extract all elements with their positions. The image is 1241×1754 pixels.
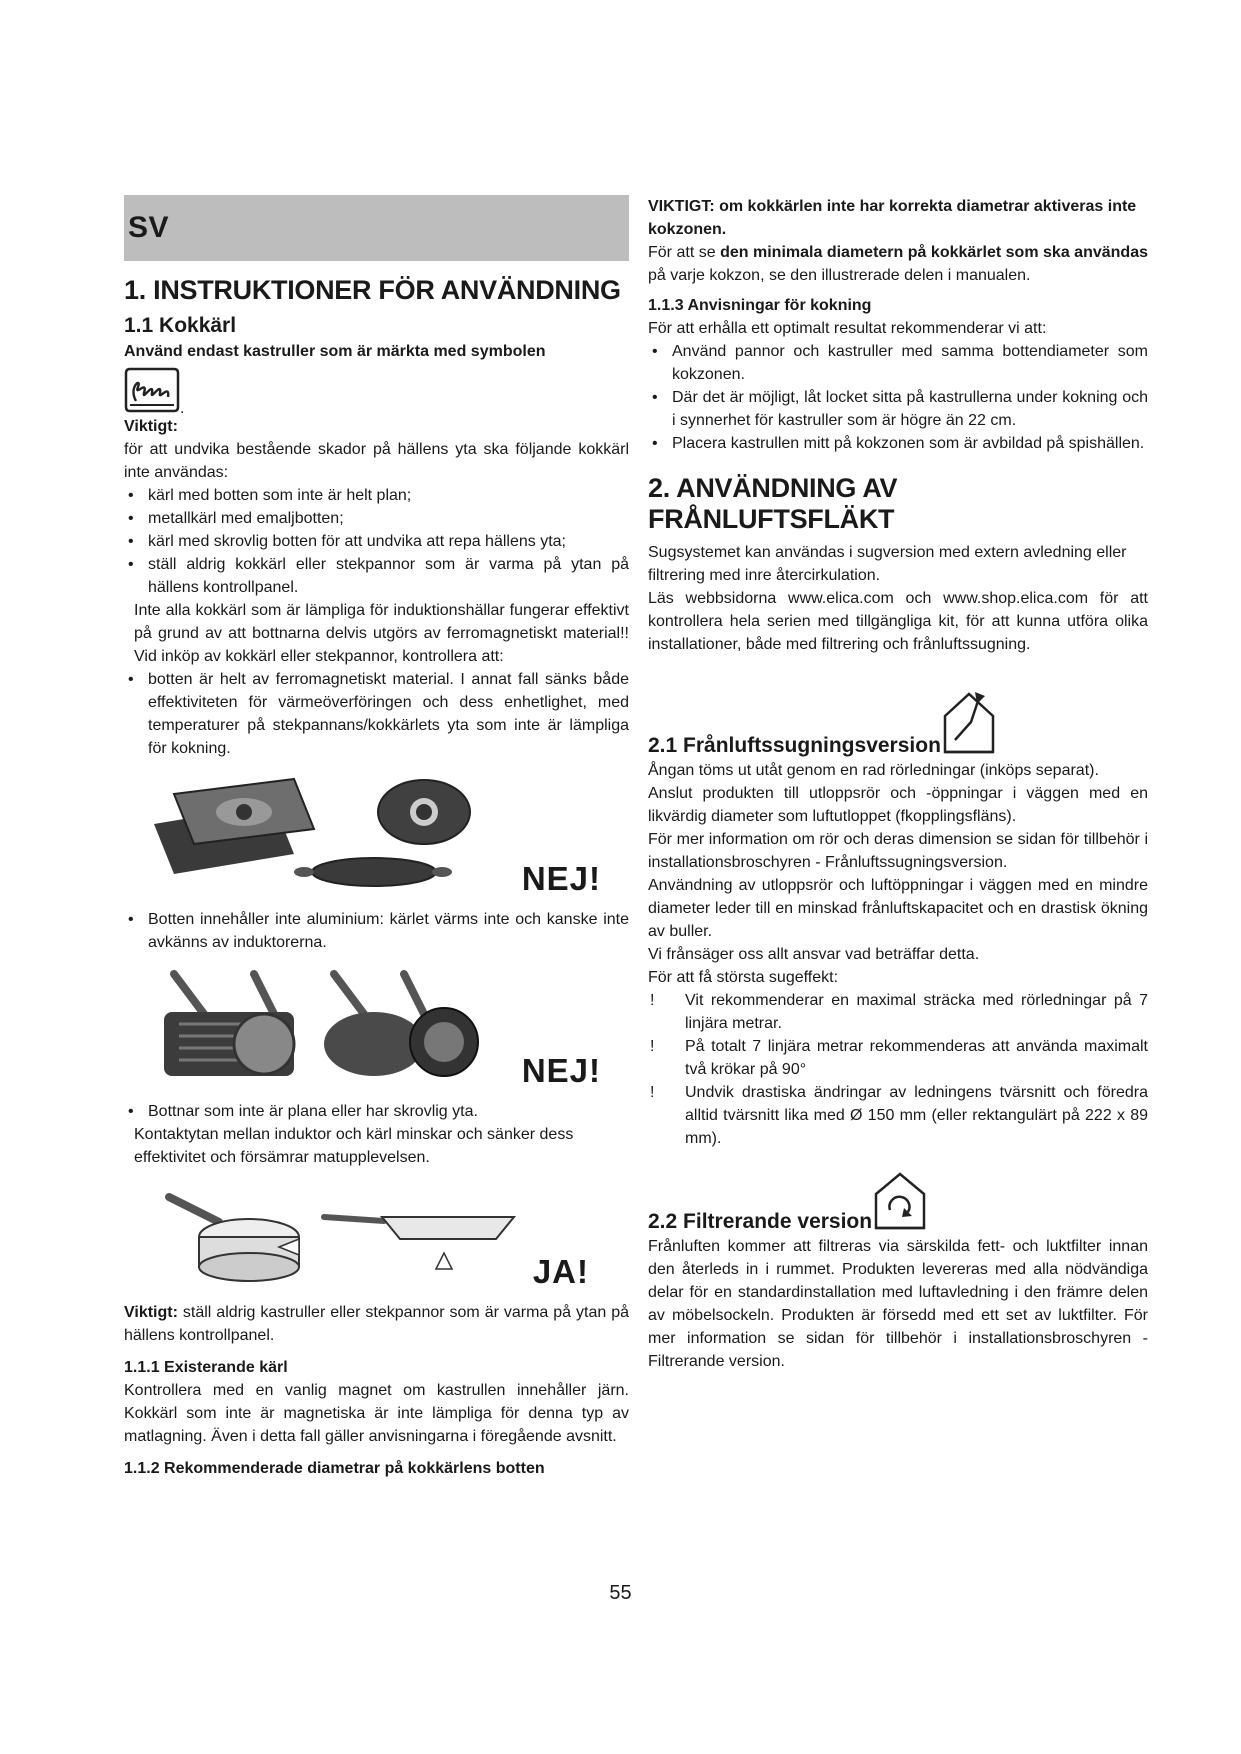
list-item: • kärl med skrovlig botten för att undvika att repa hällens yta; bbox=[124, 530, 629, 553]
filter-heading-row bbox=[648, 1170, 1148, 1235]
contact-note: Kontaktytan mellan induktor och kärl minskar och sänker dess effektivitet och försämrar matupplevelsen. bbox=[134, 1126, 574, 1166]
induction-symbol-row bbox=[124, 367, 629, 417]
min-diameter-note bbox=[648, 241, 1148, 287]
language-bar bbox=[124, 195, 629, 261]
list-item: ! Undvik drastiska ändringar av ledningens tvärsnitt och föredra alltid tvärsnitt lika med Ø 150 mm (eller rektangulärt på 222 x 89 mm). bbox=[648, 1081, 1148, 1150]
induction-note: Inte alla kokkärl som är lämpliga för induktionshällar fungerar effektivt på grund av att bottnarna delvis utgörs av ferromagnetiskt material!! Vid inköp av kokkärl eller stekpannor, kontrollera att: bbox=[134, 602, 629, 665]
exhaust-p5: Vi frånsäger oss allt ansvar vad beträffar detta. bbox=[648, 946, 980, 963]
list-item: • Bottnar som inte är plana eller har skrovlig yta. bbox=[124, 1100, 629, 1123]
aluminium-list bbox=[124, 908, 629, 954]
exhaust-p3: För mer information om rör och deras dimension se sidan för tillbehör i installationsbroschyren - Frånluftssugningsversion. bbox=[648, 831, 1148, 871]
symbol-intro-suffix: . bbox=[180, 400, 185, 417]
list-item: • kärl med botten som inte är helt plan; bbox=[124, 484, 629, 507]
section-2-2-heading: 2.2 Filtrerande version bbox=[648, 1210, 873, 1233]
verdict-no-1: NEJ! bbox=[521, 860, 601, 897]
list-item: • botten är helt av ferromagnetiskt material. I annat fall sänks både effektiviteten för värmeöverföringen och dess enhetlighet, med temperaturer på stekpannans/kokkärlets yta som inte är lämpliga för kokning. bbox=[124, 668, 629, 760]
diameter-warning: VIKTIGT: om kokkärlen inte har korrekta diametrar aktiveras inte kokzonen. bbox=[648, 198, 1137, 238]
section-2-heading: 2. ANVÄNDNING AV FRÅNLUFTSFLÄKT bbox=[648, 473, 898, 534]
important2-text: ställ aldrig kastruller eller stekpannor som är varma på ytan på hällens kontrollpanel. bbox=[124, 1304, 629, 1344]
flat-list bbox=[124, 1100, 629, 1123]
symbol-intro bbox=[124, 340, 629, 363]
list-item: ! Vit rekommenderar en maximal sträcka med rörledningar på 7 linjära metrar. bbox=[648, 989, 1148, 1035]
list-item: • Där det är möjligt, låt locket sitta på kastrullerna under kokning och i synnerhet för kastruller som är högre än 22 cm. bbox=[648, 386, 1148, 432]
min-diameter-post: på varje kokzon, se den illustrerade delen i manualen. bbox=[648, 267, 1031, 284]
exhaust-p4: Användning av utloppsrör och luftöppningar i väggen med en mindre diameter leder till en minskad frånluftskapacitet och en drastisk ökning av buller. bbox=[648, 877, 1148, 940]
exhaust-heading-row bbox=[648, 682, 1148, 759]
cookware-figure-griddle-paella bbox=[124, 774, 629, 902]
exhaust-p6: För att få största sugeffekt: bbox=[648, 969, 839, 986]
page-number: 55 bbox=[609, 1582, 632, 1604]
section-1-heading: 1. INSTRUKTIONER FÖR ANVÄNDNING bbox=[124, 275, 621, 305]
section-1-1-heading: 1.1 Kokkärl bbox=[124, 314, 237, 337]
min-diameter-bold: den minimala diametern på kokkärlet som ska användas bbox=[720, 244, 1148, 261]
usage-p2: Läs webbsidorna www.elica.com och www.shop.elica.com för att kontrollera hela serien med tillgängliga kit, för att kunna utföra olika installationer, både med filtrering och frånluftssugning. bbox=[648, 590, 1148, 653]
list-item: • Använd pannor och kastruller med samma bottendiameter som kokzonen. bbox=[648, 340, 1148, 386]
exhaust-p2: Anslut produkten till utloppsrör och -öppningar i väggen med en likvärdig diameter som luftutloppet (fkopplingsfläns). bbox=[648, 785, 1148, 825]
important2 bbox=[124, 1301, 629, 1347]
flat-pans-illustration bbox=[124, 1177, 544, 1295]
list-item: • Botten innehåller inte aluminium: kärlet värms inte och kanske inte avkänns av induktorerna. bbox=[124, 908, 629, 954]
filter-text: Frånluften kommer att filtreras via särskilda fett- och luktfilter innan den återleds in i rummet. Produkten levereras med alla nödvändiga delar för en standardinstallation med luftavledning i den främre delen av möbelsockeln. Produkten är försedd med ett set av luktfilter. För mer information se sidan för tillbehör i installationsbroschyren - Filtrerande version. bbox=[648, 1238, 1148, 1370]
recirculation-house-icon bbox=[872, 1170, 928, 1235]
language-tag: SV bbox=[128, 211, 170, 244]
griddle-paella-illustration bbox=[124, 774, 544, 902]
tips-intro: För att erhålla ett optimalt resultat rekommenderar vi att: bbox=[648, 320, 1047, 337]
important2-label: Viktigt: bbox=[124, 1304, 178, 1321]
list-item: • metallkärl med emaljbotten; bbox=[124, 507, 629, 530]
avoid-list bbox=[124, 484, 629, 599]
verdict-yes: JA! bbox=[532, 1253, 589, 1290]
section-2-1-heading: 2.1 Frånluftssugningsversion bbox=[648, 734, 941, 757]
symbol-intro-text: Använd endast kastruller som är märkta med symbolen bbox=[124, 343, 546, 360]
section-1-1-1-heading: 1.1.1 Existerande kärl bbox=[124, 1359, 288, 1376]
exhaust-p1: Ångan töms ut utåt genom en rad rörledningar (inköps separat). bbox=[648, 762, 1099, 779]
min-diameter-pre: För att se bbox=[648, 244, 716, 261]
exhaust-house-icon bbox=[941, 682, 997, 759]
grill-pans-illustration bbox=[124, 964, 544, 1094]
existing-text: Kontrollera med en vanlig magnet om kastrullen innehåller järn. Kokkärl som inte är magnetiska är inte lämpliga för denna typ av matlagning. Även i detta fall gäller anvisningarna i föregående avsnitt. bbox=[124, 1382, 629, 1445]
cookware-figure-flat-pans bbox=[124, 1177, 629, 1295]
induction-coil-icon bbox=[124, 367, 180, 418]
check-list bbox=[124, 668, 629, 760]
list-item: • ställ aldrig kokkärl eller stekpannor som är varma på ytan på hällens kontrollpanel. bbox=[124, 553, 629, 599]
right-column bbox=[648, 195, 1148, 1373]
tips-list bbox=[648, 340, 1148, 455]
usage-p1: Sugsystemet kan användas i sugversion med extern avledning eller filtrering med inre återcirkulation. bbox=[648, 544, 1127, 584]
left-column bbox=[124, 195, 629, 1480]
section-1-1-2-heading: 1.1.2 Rekommenderade diametrar på kokkärlens botten bbox=[124, 1460, 545, 1477]
exhaust-list bbox=[648, 989, 1148, 1150]
section-1-1-3-heading: 1.1.3 Anvisningar för kokning bbox=[648, 297, 872, 314]
verdict-no-2: NEJ! bbox=[521, 1052, 601, 1089]
cookware-figure-grill-pans bbox=[124, 964, 629, 1094]
important-text: för att undvika bestående skador på hällens yta ska följande kokkärl inte användas: bbox=[124, 441, 629, 481]
list-item: • Placera kastrullen mitt på kokzonen som är avbildad på spishällen. bbox=[648, 432, 1148, 455]
list-item: ! På totalt 7 linjära metrar rekommenderas att använda maximalt två krökar på 90° bbox=[648, 1035, 1148, 1081]
important-label: Viktigt: bbox=[124, 418, 178, 435]
